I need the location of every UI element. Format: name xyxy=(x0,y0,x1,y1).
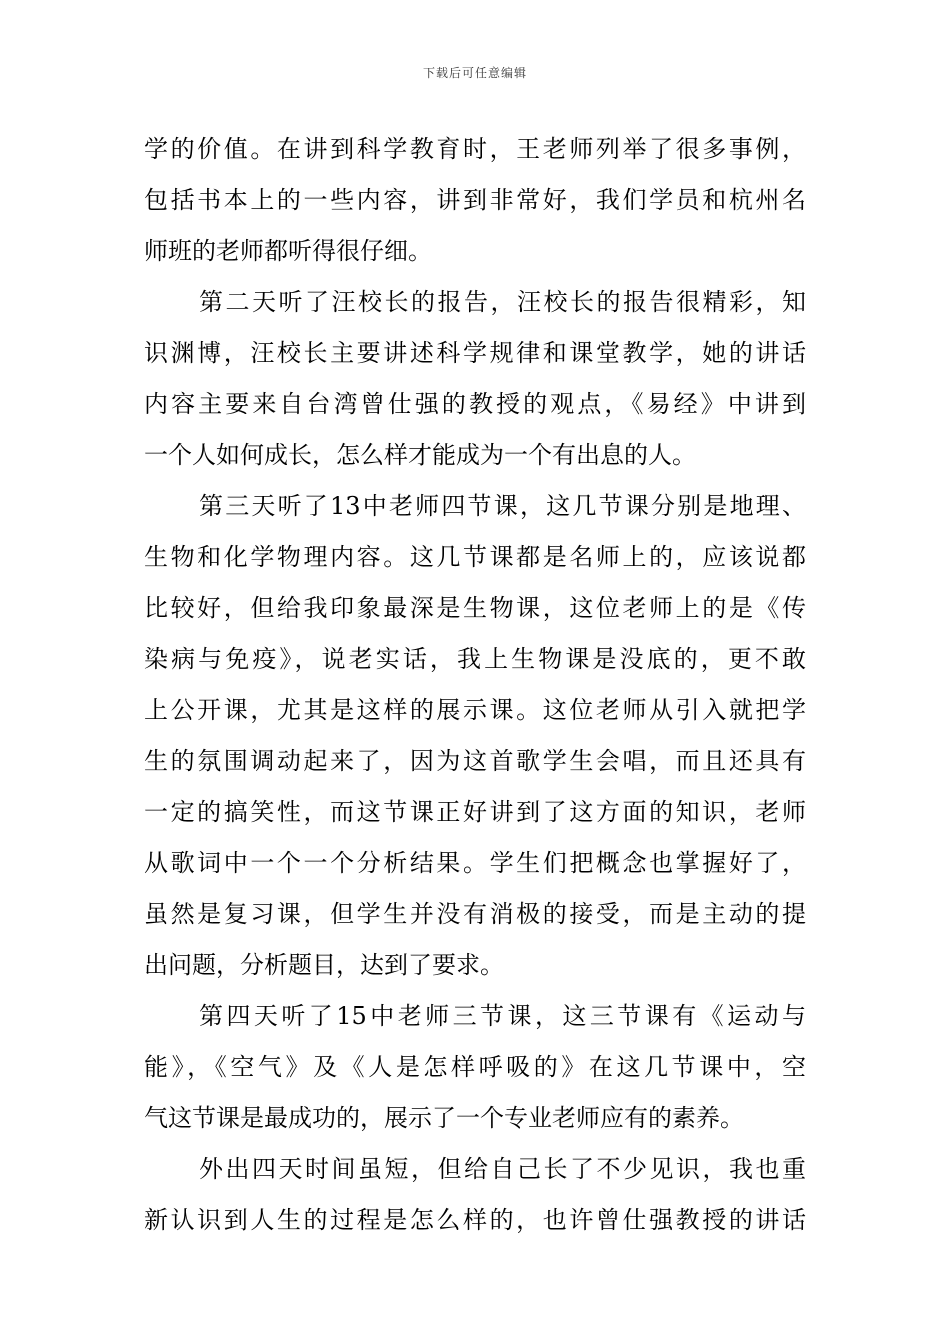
header-note: 下载后可任意编辑 xyxy=(422,66,527,80)
text-line: 出问题，分析题目，达到了要求。 xyxy=(144,951,504,979)
text-line: 内容主要来自台湾曾仕强的教授的观点，《易经》中讲到 xyxy=(144,390,806,418)
text-line: 新认识到人生的过程是怎么样的，也许曾仕强教授的讲话 xyxy=(144,1206,806,1234)
paragraph-start-line: 第二天听了汪校长的报告，汪校长的报告很精彩，知 xyxy=(199,288,806,316)
text-line: 生物和化学物理内容。这几节课都是名师上的，应该说都 xyxy=(144,543,806,571)
text-line: 比较好，但给我印象最深是生物课，这位老师上的是《传 xyxy=(144,594,806,622)
text-line: 上公开课，尤其是这样的展示课。这位老师从引入就把学 xyxy=(144,696,806,724)
text-line: 一定的搞笑性，而这节课正好讲到了这方面的知识，老师 xyxy=(144,798,806,826)
text-line: 识渊博，汪校长主要讲述科学规律和课堂教学，她的讲话 xyxy=(144,339,806,367)
text-line: 学的价值。在讲到科学教育时，王老师列举了很多事例， xyxy=(144,135,806,163)
text-line: 生的氛围调动起来了，因为这首歌学生会唱，而且还具有 xyxy=(144,747,806,775)
text-line: 包括书本上的一些内容，讲到非常好，我们学员和杭州名 xyxy=(144,186,806,214)
text-line: 气这节课是最成功的，展示了一个专业老师应有的素养。 xyxy=(144,1104,744,1132)
text-line: 能》，《空气》及《人是怎样呼吸的》在这几节课中，空 xyxy=(144,1053,806,1081)
paragraph-start-line: 外出四天时间虽短，但给自己长了不少见识，我也重 xyxy=(199,1155,806,1183)
text-line: 虽然是复习课，但学生并没有消极的接受，而是主动的提 xyxy=(144,900,806,928)
text-line: 染病与免疫》，说老实话，我上生物课是没底的，更不敢 xyxy=(144,645,806,673)
text-line: 从歌词中一个一个分析结果。学生们把概念也掌握好了， xyxy=(144,849,806,877)
paragraph-start-line: 第三天听了13中老师四节课，这几节课分别是地理、 xyxy=(199,492,806,520)
paragraph-start-line: 第四天听了15中老师三节课，这三节课有《运动与 xyxy=(199,1002,806,1030)
text-line: 师班的老师都听得很仔细。 xyxy=(144,237,432,265)
body-text xyxy=(144,124,806,1246)
text-line: 一个人如何成长，怎么样才能成为一个有出息的人。 xyxy=(144,441,696,469)
